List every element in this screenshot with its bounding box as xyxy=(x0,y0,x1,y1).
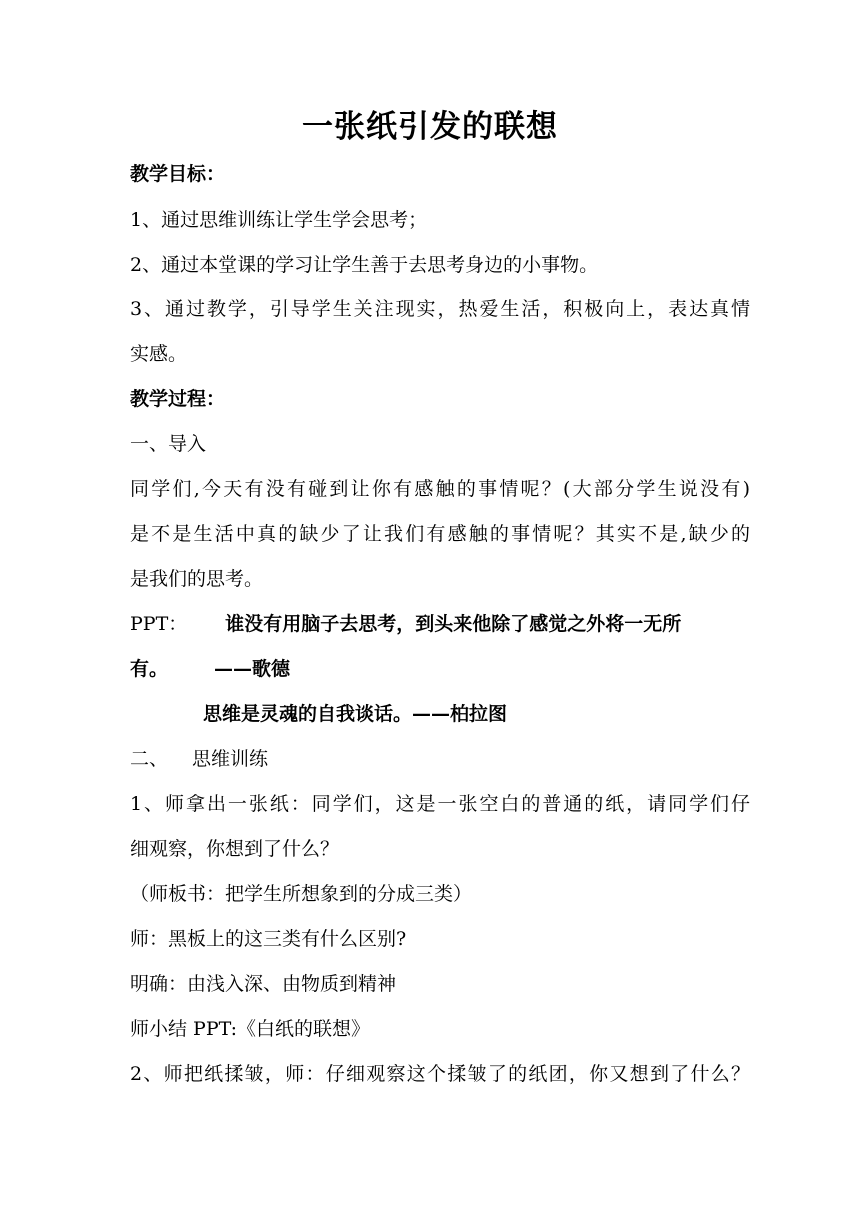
goal-item: 1、通过思维训练让学生学会思考； xyxy=(130,209,428,231)
goals-heading: 教学目标： xyxy=(130,163,226,185)
document-title: 一张纸引发的联想 xyxy=(302,109,558,145)
quote-line xyxy=(130,610,750,638)
paragraph-line: 2、师把纸揉皱，师：仔细观察这个揉皱了的纸团，你又想到了什么？ xyxy=(130,1063,750,1085)
section-number: 二、 xyxy=(130,748,169,770)
quote-text: 谁没有用脑子去思考，到头来他除了感觉之外将一无所 xyxy=(225,613,682,635)
quote-author: ——歌德 xyxy=(214,658,291,680)
quote-line: 思维是灵魂的自我谈话。——柏拉图 xyxy=(203,703,508,725)
goal-item: 2、通过本堂课的学习让学生善于去思考身边的小事物。 xyxy=(130,254,599,276)
process-heading: 教学过程： xyxy=(130,388,226,410)
ppt-label: PPT： xyxy=(130,613,188,635)
paragraph-line: 明确：由浅入深、由物质到精神 xyxy=(130,973,397,995)
paragraph-line: 是不是生活中真的缺少了让我们有感触的事情呢？其实不是,缺少的 xyxy=(130,523,750,545)
paragraph-line: 师小结 PPT:《白纸的联想》 xyxy=(130,1018,371,1040)
section-title: 思维训练 xyxy=(192,748,269,770)
section-heading: 一、导入 xyxy=(130,433,207,455)
paragraph-line: 细观察，你想到了什么？ xyxy=(130,838,340,860)
paragraph-line: 1、师拿出一张纸：同学们，这是一张空白的普通的纸，请同学们仔 xyxy=(130,793,750,815)
quote-text: 有。 xyxy=(130,658,169,680)
paragraph-line: 是我们的思考。 xyxy=(130,568,264,590)
goal-item-continued: 实感。 xyxy=(130,343,188,365)
goal-item: 3、通过教学，引导学生关注现实，热爱生活，积极向上，表达真情 xyxy=(130,298,750,320)
quote-line xyxy=(130,655,750,683)
paragraph-line: 同学们,今天有没有碰到让你有感触的事情呢？(大部分学生说没有) xyxy=(130,478,750,500)
section-heading xyxy=(130,745,750,773)
paragraph-line: 师：黑板上的这三类有什么区别? xyxy=(130,928,407,950)
paragraph-line: （师板书：把学生所想象到的分成三类） xyxy=(130,883,473,905)
